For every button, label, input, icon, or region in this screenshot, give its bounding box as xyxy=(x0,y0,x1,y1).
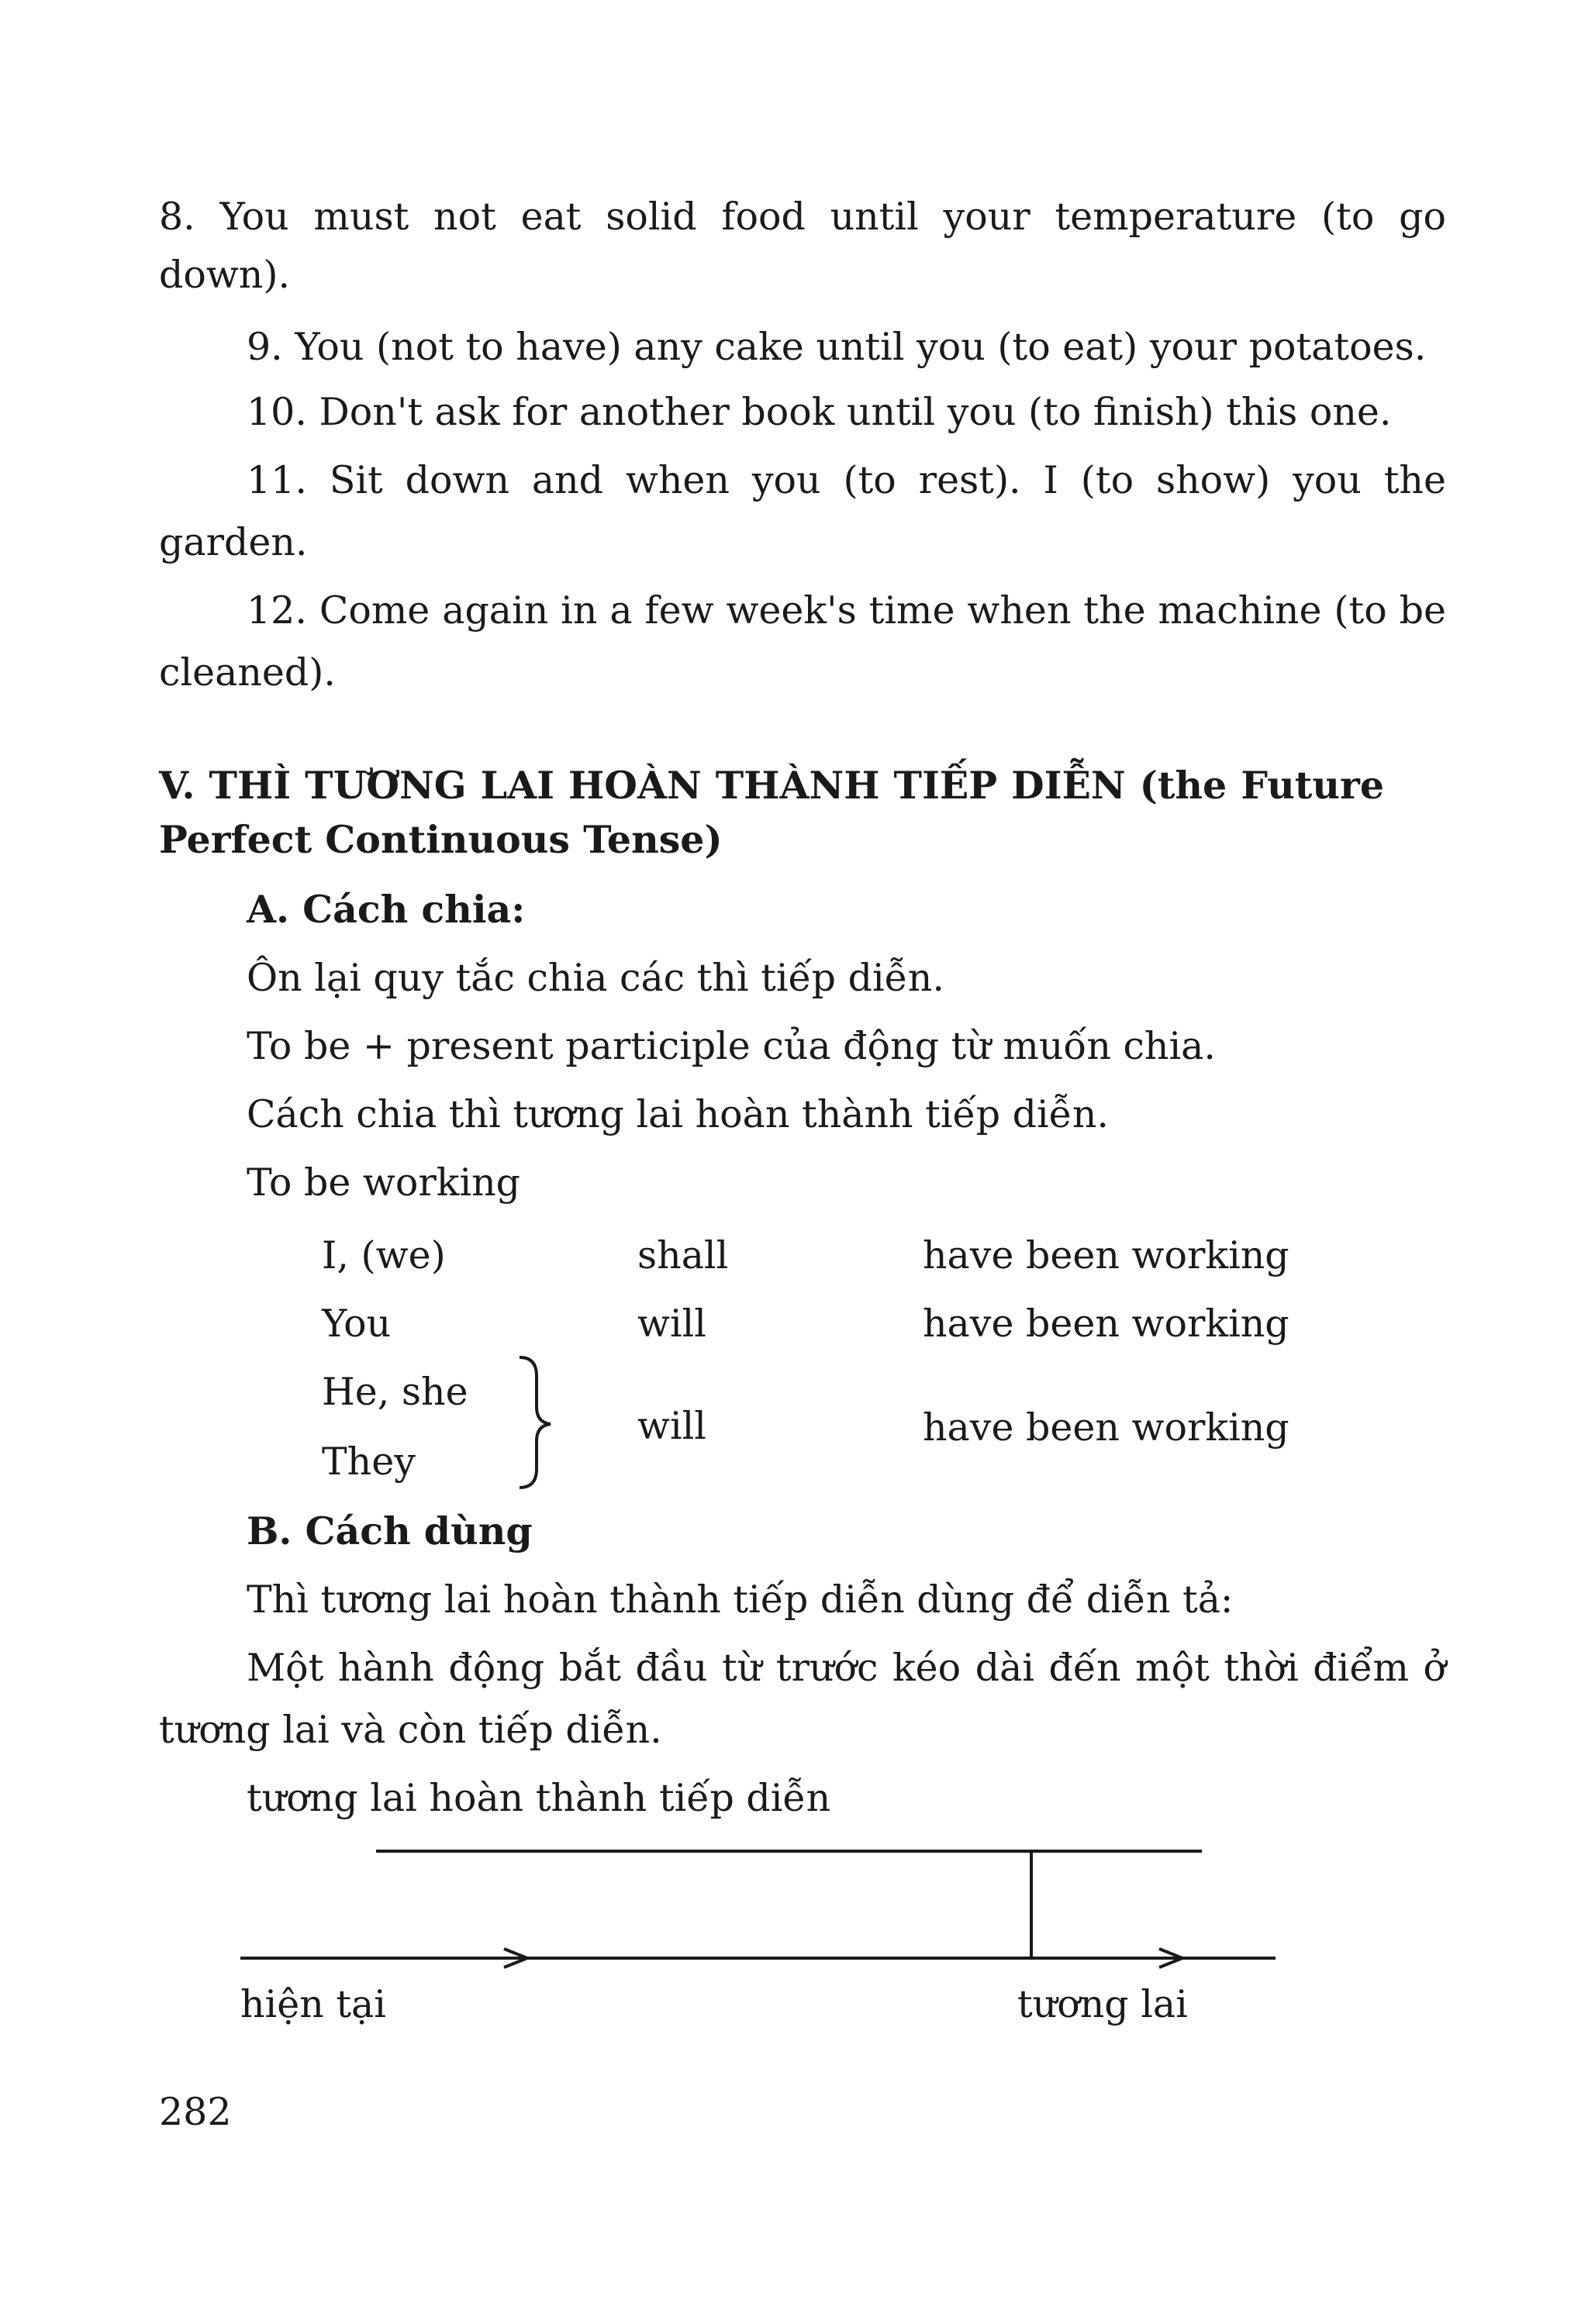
a-line-4: To be working xyxy=(247,1160,521,1205)
b-line-1: Thì tương lai hoàn thành tiếp diễn dùng để diễn tả: xyxy=(247,1577,1234,1622)
exercise-9: 9. You (not to have) any cake until you (to eat) your potatoes. xyxy=(247,325,1427,369)
subsection-a-title: A. Cách chia: xyxy=(247,887,526,932)
b-line-3: tương lai và còn tiếp diễn. xyxy=(159,1708,662,1752)
exercise-12-line2: cleaned). xyxy=(159,650,336,695)
table-aux: will xyxy=(637,1302,706,1346)
table-subject: I, (we) xyxy=(322,1233,446,1278)
label-present: hiện tại xyxy=(240,1982,386,2026)
diagram-caption: tương lai hoàn thành tiếp diễn xyxy=(247,1776,831,1820)
exercise-8-line2: down). xyxy=(159,253,291,297)
brace-icon xyxy=(513,1353,560,1492)
table-aux: shall xyxy=(637,1233,729,1278)
a-line-3: Cách chia thì tương lai hoàn thành tiếp diễn. xyxy=(247,1092,1109,1136)
page-number: 282 xyxy=(159,2090,232,2134)
exercise-12-line1: 12. Come again in a few week's time when the machine (to be xyxy=(247,588,1446,633)
label-future: tương lai xyxy=(1017,1982,1188,2026)
a-line-1: Ôn lại quy tắc chia các thì tiếp diễn. xyxy=(247,956,944,1000)
exercise-8-line1: 8. You must not eat solid food until your temperature (to go xyxy=(159,195,1446,239)
table-verb: have been working xyxy=(923,1302,1289,1346)
a-line-2: To be + present participle của động từ muốn chia. xyxy=(247,1024,1216,1068)
exercise-11-line1: 11. Sit down and when you (to rest). I (to show) you the xyxy=(247,458,1446,502)
section-heading-line1: V. THÌ TƯƠNG LAI HOÀN THÀNH TIẾP DIỄN (the Future xyxy=(159,763,1384,808)
exercise-10: 10. Don't ask for another book until you (to finish) this one. xyxy=(247,390,1392,434)
subsection-b-title: B. Cách dùng xyxy=(247,1509,533,1553)
table-subject: He, she xyxy=(322,1370,468,1414)
exercise-11-line2: garden. xyxy=(159,520,308,564)
b-line-2: Một hành động bắt đầu từ trước kéo dài đến một thời điểm ở xyxy=(247,1646,1446,1690)
section-heading-line2: Perfect Continuous Tense) xyxy=(159,817,723,862)
table-verb: have been working xyxy=(923,1233,1289,1278)
table-verb: have been working xyxy=(923,1405,1289,1450)
table-subject: They xyxy=(322,1440,416,1484)
table-subject: You xyxy=(322,1302,392,1346)
table-aux: will xyxy=(637,1404,706,1448)
